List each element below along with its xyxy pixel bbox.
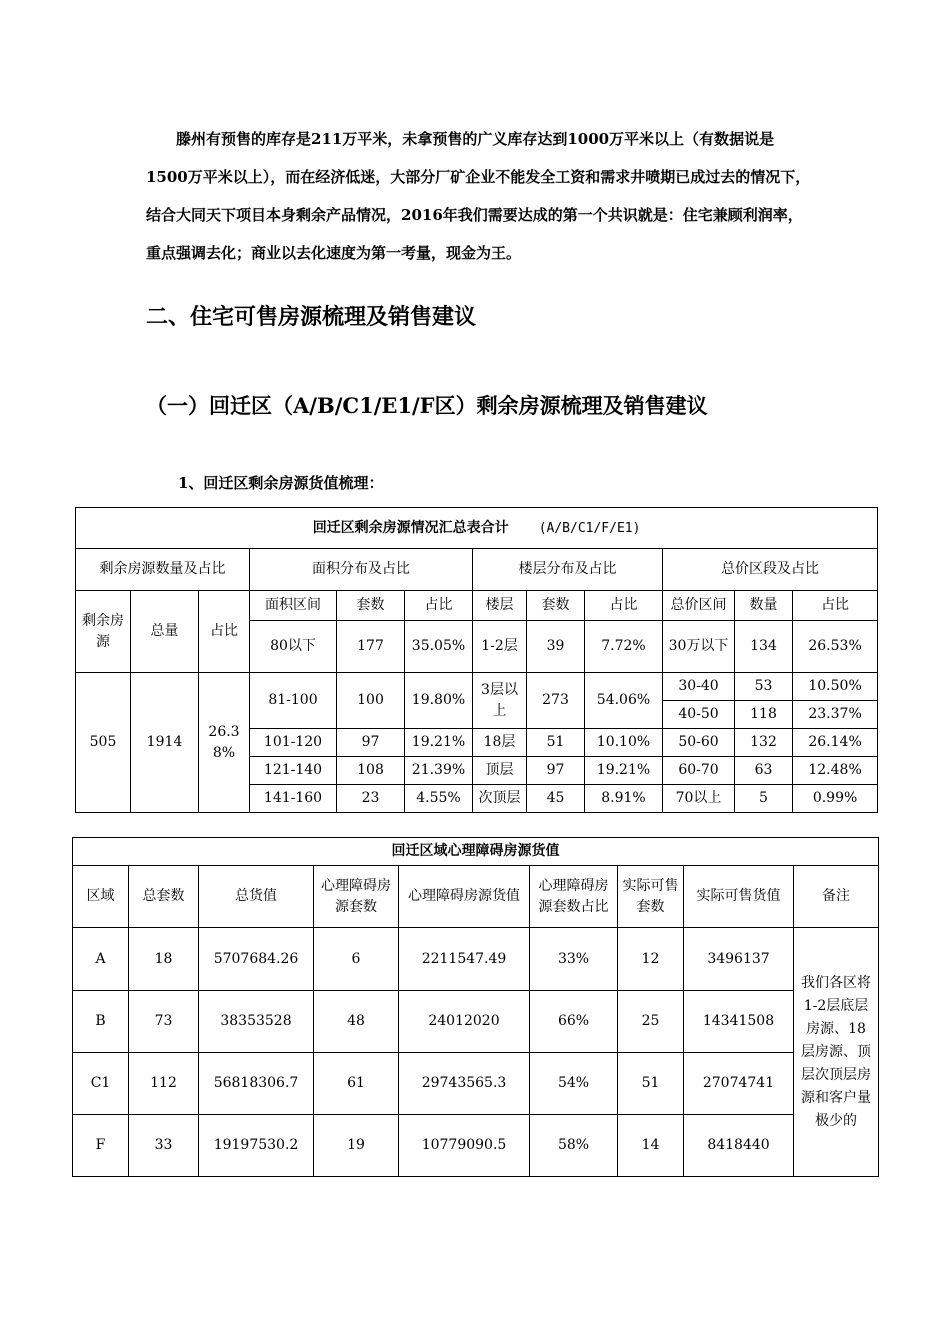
table1-cell: 273 [527, 673, 585, 729]
intro-paragraph: 滕州有预售的库存是211万平米，未拿预售的广义库存达到1000万平米以上（有数据说是1500万平米以上），而在经济低迷，大部分厂矿企业不能发全工资和需求井喷期已成过去的情况下，结合大同天下项目本身剩余产品情况，2016年我们需要达成的第一个共识就是：住宅兼顾利润率，重点强调去化；商业以去化速度为第一考量，现金为王。 [146, 130, 811, 262]
table1-column-header: 剩余房源 [76, 591, 131, 673]
subsection-heading: （一）回迁区（A/B/C1/E1/F区）剩余房源梳理及销售建议 [146, 393, 708, 418]
table2-cell: C1 [73, 1053, 129, 1115]
table2-title: 回迁区域心理障碍房源货值 [73, 838, 879, 866]
table2-cell: 29743565.3 [399, 1053, 530, 1115]
table1-group-header: 总价区段及占比 [663, 549, 878, 591]
table1-group-header: 楼层分布及占比 [473, 549, 663, 591]
table1-cell: 121-140 [250, 757, 337, 785]
table2-column-header: 总套数 [129, 866, 199, 928]
table-row [73, 991, 879, 1053]
table2-cell: 48 [314, 991, 399, 1053]
table2-cell: 14341508 [684, 991, 794, 1053]
table1-column-header: 面积区间 [250, 591, 337, 621]
table1-cell: 53 [735, 673, 793, 701]
table1-column-header: 占比 [793, 591, 878, 621]
table1-cell: 10.50% [793, 673, 878, 701]
table1-cell: 505 [76, 673, 131, 813]
table1-cell: 12.48% [793, 757, 878, 785]
table1-cell: 51 [527, 729, 585, 757]
table1-cell: 19.21% [405, 729, 473, 757]
table2-cell: 14 [618, 1115, 684, 1177]
table1-cell: 54.06% [585, 673, 663, 729]
table1-column-header: 套数 [337, 591, 405, 621]
table1-cell: 5 [735, 785, 793, 813]
table1-cell: 60-70 [663, 757, 735, 785]
table1-cell: 0.99% [793, 785, 878, 813]
item-heading: 1、回迁区剩余房源货值梳理： [178, 474, 384, 492]
table1-column-header: 占比 [199, 591, 250, 673]
table2-column-header: 实际可售套数 [618, 866, 684, 928]
table2-column-header: 实际可售货值 [684, 866, 794, 928]
table2-cell: 73 [129, 991, 199, 1053]
table2-cell: 66% [530, 991, 618, 1053]
remaining-units-summary-table [75, 507, 878, 813]
table1-cell: 30万以下 [663, 621, 735, 673]
table1-cell: 70以上 [663, 785, 735, 813]
table2-cell: 6 [314, 928, 399, 991]
table2-column-header: 区域 [73, 866, 129, 928]
table1-cell: 26.38% [199, 673, 250, 813]
table1-cell: 19.80% [405, 673, 473, 729]
table2-cell: 112 [129, 1053, 199, 1115]
table1-cell: 次顶层 [473, 785, 527, 813]
table-row [73, 928, 879, 991]
table2-cell: 61 [314, 1053, 399, 1115]
table1-cell: 134 [735, 621, 793, 673]
table1-cell: 1-2层 [473, 621, 527, 673]
table2-column-header: 总货值 [199, 866, 314, 928]
table2-cell: 25 [618, 991, 684, 1053]
table1-column-header: 占比 [405, 591, 473, 621]
table1-group-header: 面积分布及占比 [250, 549, 473, 591]
table1-cell: 21.39% [405, 757, 473, 785]
table1-column-header: 套数 [527, 591, 585, 621]
table2-cell: 19197530.2 [199, 1115, 314, 1177]
table2-cell: 33% [530, 928, 618, 991]
table2-cell: F [73, 1115, 129, 1177]
table-row [73, 1053, 879, 1115]
table2-column-header: 心理障碍房源货值 [399, 866, 530, 928]
table2-cell: 12 [618, 928, 684, 991]
table1-cell: 26.53% [793, 621, 878, 673]
table1-column-header: 楼层 [473, 591, 527, 621]
psychological-barrier-units-table [72, 837, 879, 1177]
table1-cell: 18层 [473, 729, 527, 757]
table2-cell: B [73, 991, 129, 1053]
table2-cell: 54% [530, 1053, 618, 1115]
table1-cell: 141-160 [250, 785, 337, 813]
table1-cell: 40-50 [663, 701, 735, 729]
table1-cell: 4.55% [405, 785, 473, 813]
table1-cell: 108 [337, 757, 405, 785]
table1-cell: 100 [337, 673, 405, 729]
table2-note: 我们各区将1-2层底层房源、18层房源、顶层次顶层房源和客户量极少的 [794, 928, 879, 1177]
table2-cell: 2211547.49 [399, 928, 530, 991]
table1-cell: 177 [337, 621, 405, 673]
table1-cell: 45 [527, 785, 585, 813]
table2-cell: A [73, 928, 129, 991]
table1-column-header: 总量 [131, 591, 199, 673]
table2-cell: 51 [618, 1053, 684, 1115]
table1-cell: 3层以上 [473, 673, 527, 729]
table1-cell: 顶层 [473, 757, 527, 785]
table1-cell: 39 [527, 621, 585, 673]
table1-cell: 23.37% [793, 701, 878, 729]
table1-cell: 63 [735, 757, 793, 785]
table1-cell: 19.21% [585, 757, 663, 785]
table1-cell: 118 [735, 701, 793, 729]
table1-cell: 81-100 [250, 673, 337, 729]
table1-cell: 132 [735, 729, 793, 757]
table1-cell: 80以下 [250, 621, 337, 673]
table1-cell: 101-120 [250, 729, 337, 757]
table1-column-header: 占比 [585, 591, 663, 621]
table1-cell: 35.05% [405, 621, 473, 673]
table-row [73, 1115, 879, 1177]
table1-cell: 97 [337, 729, 405, 757]
table2-cell: 58% [530, 1115, 618, 1177]
table2-cell: 8418440 [684, 1115, 794, 1177]
table1-title: 回迁区剩余房源情况汇总表合计 (A/B/C1/F/E1) [76, 508, 878, 549]
table2-cell: 10779090.5 [399, 1115, 530, 1177]
table1-cell: 10.10% [585, 729, 663, 757]
table1-cell: 26.14% [793, 729, 878, 757]
table1-cell: 50-60 [663, 729, 735, 757]
table2-column-header: 心理障碍房源套数占比 [530, 866, 618, 928]
table1-cell: 1914 [131, 673, 199, 813]
table1-group-header: 剩余房源数量及占比 [76, 549, 250, 591]
table2-column-header: 心理障碍房源套数 [314, 866, 399, 928]
table2-cell: 33 [129, 1115, 199, 1177]
table2-cell: 3496137 [684, 928, 794, 991]
table1-column-header: 总价区间 [663, 591, 735, 621]
table2-cell: 19 [314, 1115, 399, 1177]
table2-cell: 24012020 [399, 991, 530, 1053]
table1-cell: 30-40 [663, 673, 735, 701]
table2-cell: 27074741 [684, 1053, 794, 1115]
section-heading: 二、住宅可售房源梳理及销售建议 [146, 304, 477, 330]
table1-cell: 97 [527, 757, 585, 785]
table1-cell: 23 [337, 785, 405, 813]
table1-cell: 7.72% [585, 621, 663, 673]
table2-cell: 56818306.7 [199, 1053, 314, 1115]
table2-cell: 5707684.26 [199, 928, 314, 991]
table1-cell: 8.91% [585, 785, 663, 813]
table2-column-header: 备注 [794, 866, 879, 928]
table2-cell: 38353528 [199, 991, 314, 1053]
table2-cell: 18 [129, 928, 199, 991]
table1-column-header: 数量 [735, 591, 793, 621]
